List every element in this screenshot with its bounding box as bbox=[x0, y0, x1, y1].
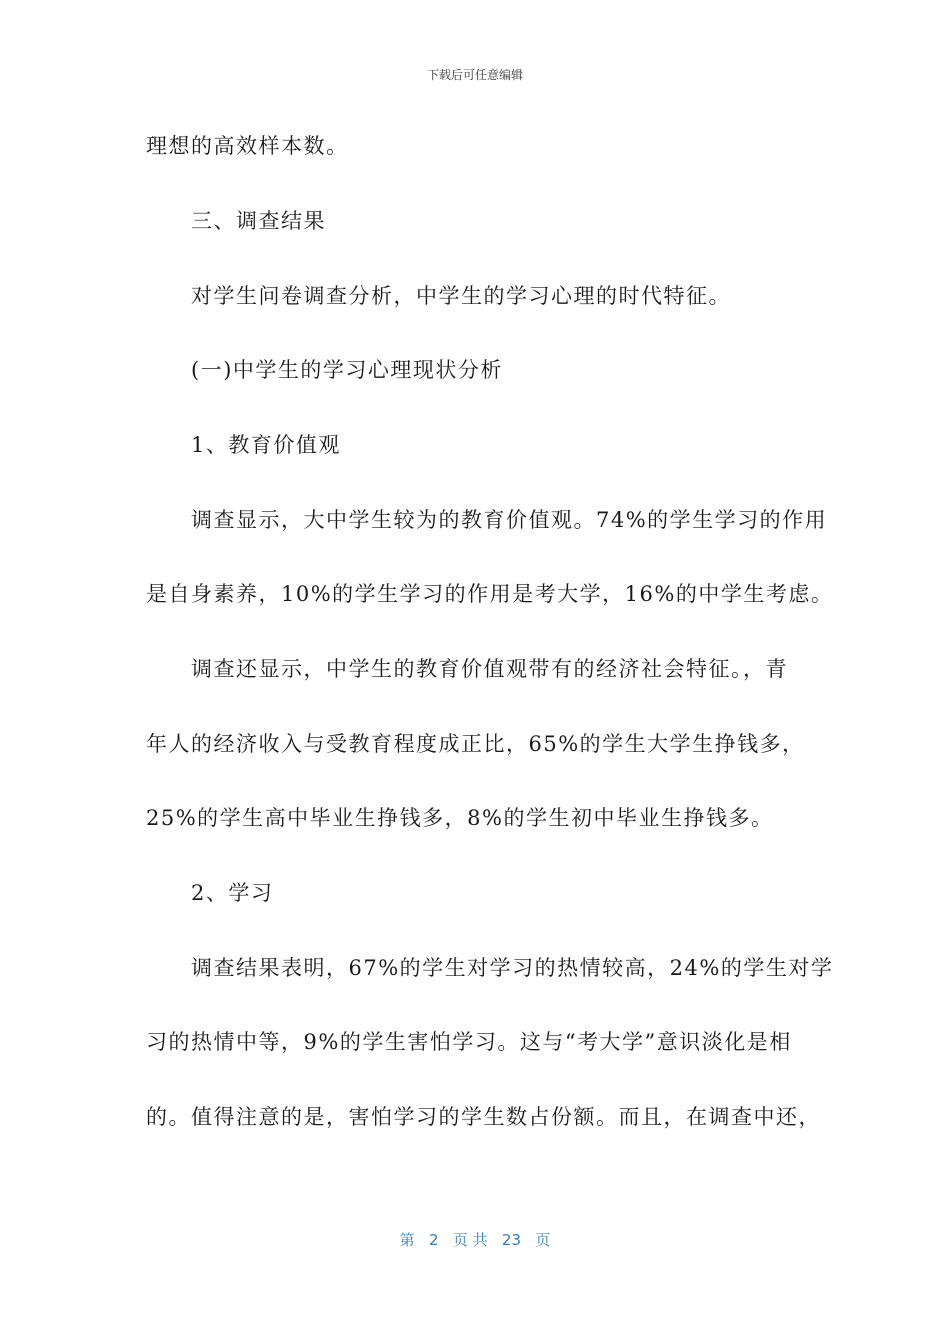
footer-prefix: 第 bbox=[399, 1231, 415, 1249]
page-footer bbox=[0, 1229, 950, 1250]
text-line: 调查显示，大中学生较为的教育价值观。74%的学生学习的作用 bbox=[191, 508, 828, 532]
item-heading: 1、教育价值观 bbox=[191, 433, 341, 457]
text-line: 习的热情中等，9%的学生害怕学习。这与“考大学”意识淡化是相 bbox=[146, 1030, 792, 1054]
text-line: 25%的学生高中毕业生挣钱多，8%的学生初中毕业生挣钱多。 bbox=[146, 806, 774, 830]
text-line: 调查结果表明，67%的学生对学习的热情较高，24%的学生对学 bbox=[191, 956, 834, 980]
footer-middle: 页 共 bbox=[452, 1231, 488, 1249]
subsection-heading: (一)中学生的学习心理现状分析 bbox=[191, 358, 503, 382]
current-page-number: 2 bbox=[428, 1231, 439, 1249]
text-line: 年人的经济收入与受教育程度成正比，65%的学生大学生挣钱多， bbox=[146, 732, 805, 756]
text-line: 的。值得注意的是，害怕学习的学生数占份额。而且，在调查中还， bbox=[146, 1105, 821, 1129]
footer-suffix: 页 bbox=[535, 1231, 551, 1249]
text-line: 理想的高效样本数。 bbox=[146, 134, 349, 158]
text-line: 是自身素养，10%的学生学习的作用是考大学，16%的中学生考虑。 bbox=[146, 582, 834, 606]
text-line: 调查还显示，中学生的教育价值观带有的经济社会特征。，青 bbox=[191, 657, 788, 681]
total-pages-number: 23 bbox=[501, 1231, 522, 1249]
section-heading: 三、调查结果 bbox=[191, 209, 326, 233]
item-heading: 2、学习 bbox=[191, 881, 274, 905]
page-header: 下载后可任意编辑 bbox=[426, 68, 523, 82]
text-line: 对学生问卷调查分析，中学生的学习心理的时代特征。 bbox=[191, 284, 731, 308]
